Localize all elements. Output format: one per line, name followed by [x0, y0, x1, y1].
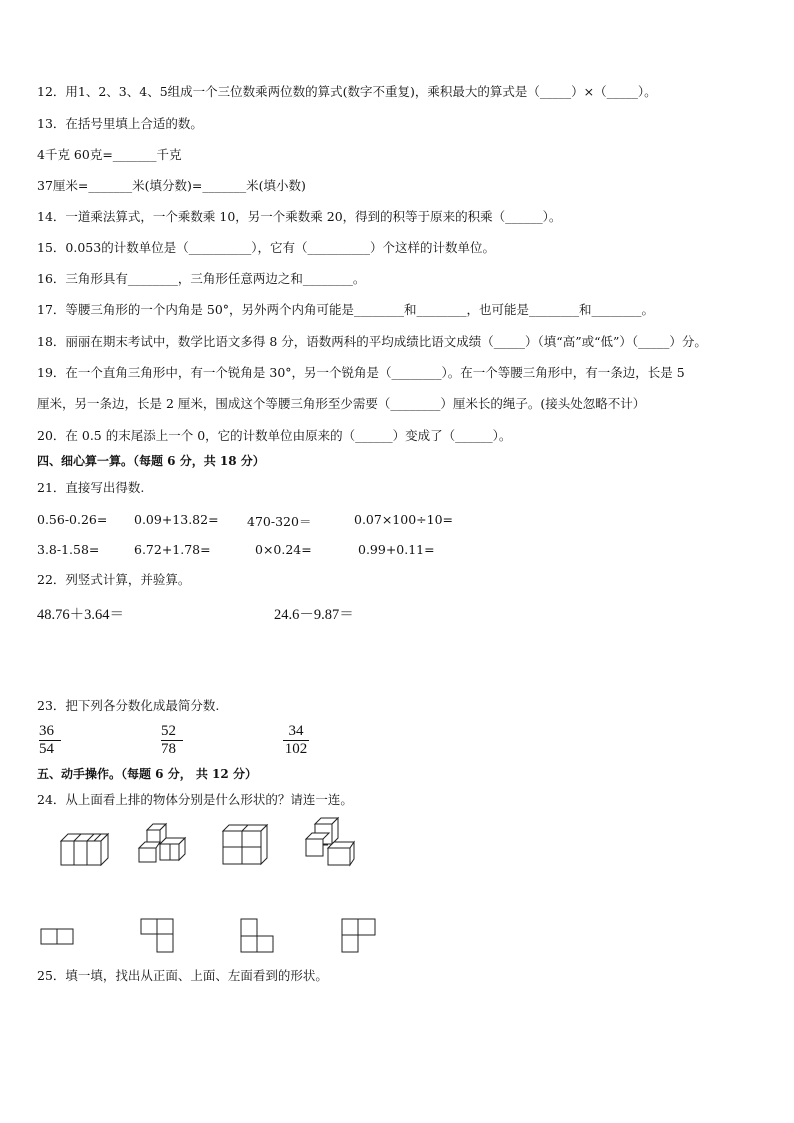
fraction — [39, 723, 61, 758]
question-25: 25．填一填，找出从正面、上面、左面看到的形状。 — [37, 968, 328, 983]
question-17: 17．等腰三角形的一个内角是 50°，另外两个内角可能是________和________，也可能是________和________。 — [37, 302, 655, 317]
question-20: 20．在 0.5 的末尾添上一个 0，它的计数单位由原来的（______）变成了（______）。 — [37, 428, 512, 443]
top-view-shape — [341, 918, 381, 958]
question-21: 21．直接写出得数. — [37, 480, 145, 495]
calc-item: 0×0.24= — [255, 542, 312, 557]
section-4-heading: 四、细心算一算。（每题 6 分，共 18 分） — [37, 454, 265, 468]
fraction — [161, 723, 183, 758]
cube-stack-figure — [55, 830, 115, 870]
fraction-numerator: 34 — [288, 723, 304, 739]
fraction-numerator: 52 — [161, 723, 176, 739]
question-24: 24．从上面看上排的物体分别是什么形状的？请连一连。 — [37, 792, 353, 807]
calc-item: 6.72+1.78= — [134, 542, 211, 557]
fraction-denominator: 78 — [161, 741, 176, 757]
calc-item: 3.8-1.58= — [37, 542, 100, 557]
question-13-b: 37厘米=_______米(填分数)=_______米(填小数) — [37, 178, 306, 193]
question-12: 12．用1、2、3、4、5组成一个三位数乘两位数的算式(数字不重复)，乘积最大的算式是（_____）×（_____）。 — [37, 84, 657, 99]
cube-stack-figure — [135, 820, 195, 870]
section-5-heading: 五、动手操作。（每题 6 分， 共 12 分） — [37, 767, 257, 781]
calc-item: 0.09+13.82= — [134, 512, 219, 527]
fraction-denominator: 54 — [39, 741, 54, 757]
cube-stack-figure — [220, 822, 270, 867]
question-22: 22．列竖式计算，并验算。 — [37, 572, 191, 587]
question-23: 23．把下列各分数化成最简分数. — [37, 698, 220, 713]
fraction-numerator: 36 — [39, 723, 54, 739]
question-14: 14．一道乘法算式，一个乘数乘 10，另一个乘数乘 20，得到的积等于原来的积乘（______）。 — [37, 209, 562, 224]
question-18: 18．丽丽在期末考试中，数学比语文多得 8 分，语数两科的平均成绩比语文成绩（_____）（填“高”或“低”）（_____）分。 — [37, 334, 707, 349]
top-view-shape — [40, 928, 80, 948]
top-view-shape — [140, 918, 180, 958]
calc-item: 470-320＝ — [247, 514, 312, 529]
question-13: 13．在括号里填上合适的数。 — [37, 116, 203, 131]
fraction-denominator: 102 — [284, 741, 308, 757]
calc-item: 0.56-0.26= — [37, 512, 108, 527]
question-15: 15．0.053的计数单位是（__________），它有（__________）个这样的计数单位。 — [37, 240, 495, 255]
fraction — [283, 723, 309, 758]
calc-item: 0.99+0.11= — [358, 542, 435, 557]
vertical-calc: 48.76＋3.64＝ — [37, 607, 124, 623]
vertical-calc: 24.6－9.87＝ — [274, 607, 354, 623]
calc-item: 0.07×100÷10= — [354, 512, 454, 527]
top-view-shape — [240, 918, 280, 958]
question-13-a: 4千克 60克=_______千克 — [37, 147, 182, 162]
cube-stack-figure — [298, 815, 358, 870]
question-16: 16．三角形具有________，三角形任意两边之和________。 — [37, 271, 366, 286]
question-19-line2: 厘米，另一条边，长是 2 厘米，围成这个等腰三角形至少需要（________）厘米长的绳子。(接头处忽略不计） — [37, 396, 646, 411]
question-19-line1: 19．在一个直角三角形中，有一个锐角是 30°，另一个锐角是（________）。在一个等腰三角形中，有一条边，长是 5 — [37, 365, 685, 380]
